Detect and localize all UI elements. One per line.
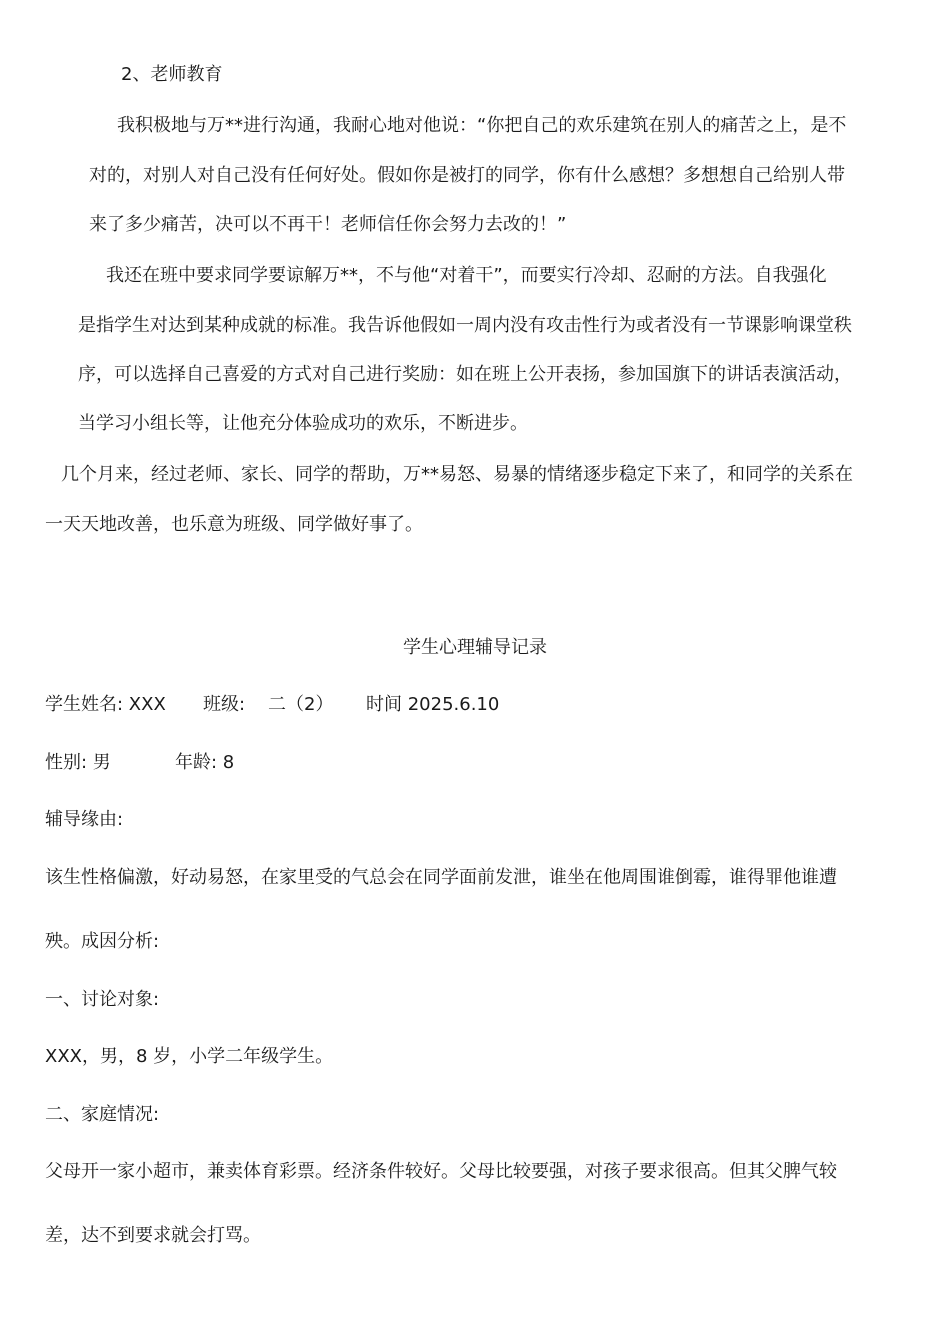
- section-heading-teacher-education: 2、老师教育: [121, 64, 223, 85]
- age-field: 年龄: 8: [175, 752, 235, 773]
- time-field: 时间 2025.6.10: [366, 694, 500, 715]
- paragraph-line: 一天天地改善，也乐意为班级、同学做好事了。: [45, 514, 423, 535]
- paragraph-line: 我积极地与万**进行沟通，我耐心地对他说：“你把自己的欢乐建筑在别人的痛苦之上，是不: [117, 115, 847, 136]
- subject-heading: 一、讨论对象:: [45, 989, 160, 1010]
- paragraph-line: 我还在班中要求同学要谅解万**，不与他“对着干”，而要实行冷却、忍耐的方法。自我强化: [106, 265, 827, 286]
- class-value: 二（2）: [268, 694, 334, 715]
- subject-text: XXX，男，8 岁，小学二年级学生。: [45, 1046, 334, 1067]
- family-line: 差，达不到要求就会打骂。: [45, 1225, 261, 1246]
- reason-line: 殃。成因分析:: [45, 931, 160, 952]
- paragraph-line: 对的，对别人对自己没有任何好处。假如你是被打的同学，你有什么感想？多想想自己给别人带: [89, 165, 845, 186]
- gender-field: 性别: 男: [45, 752, 111, 773]
- paragraph-line: 几个月来，经过老师、家长、同学的帮助，万**易怒、易暴的情绪逐步稳定下来了，和同学的关系在: [61, 464, 853, 485]
- paragraph-line: 是指学生对达到某种成就的标准。我告诉他假如一周内没有攻击性行为或者没有一节课影响课堂秩: [78, 315, 852, 336]
- reason-label: 辅导缘由:: [45, 809, 124, 830]
- record-title: 学生心理辅导记录: [403, 637, 547, 658]
- paragraph-line: 序，可以选择自己喜爱的方式对自己进行奖励：如在班上公开表扬，参加国旗下的讲话表演活动，: [78, 364, 852, 385]
- class-label: 班级:: [203, 694, 246, 715]
- family-line: 父母开一家小超市，兼卖体育彩票。经济条件较好。父母比较要强，对孩子要求很高。但其父脾气较: [45, 1161, 837, 1182]
- paragraph-line: 来了多少痛苦，决可以不再干！老师信任你会努力去改的！”: [89, 214, 567, 235]
- student-name-field: 学生姓名: XXX: [45, 694, 166, 715]
- paragraph-line: 当学习小组长等，让他充分体验成功的欢乐，不断进步。: [78, 413, 528, 434]
- reason-line: 该生性格偏激，好动易怒，在家里受的气总会在同学面前发泄，谁坐在他周围谁倒霉，谁得罪他谁遭: [45, 867, 837, 888]
- family-heading: 二、家庭情况:: [45, 1104, 160, 1125]
